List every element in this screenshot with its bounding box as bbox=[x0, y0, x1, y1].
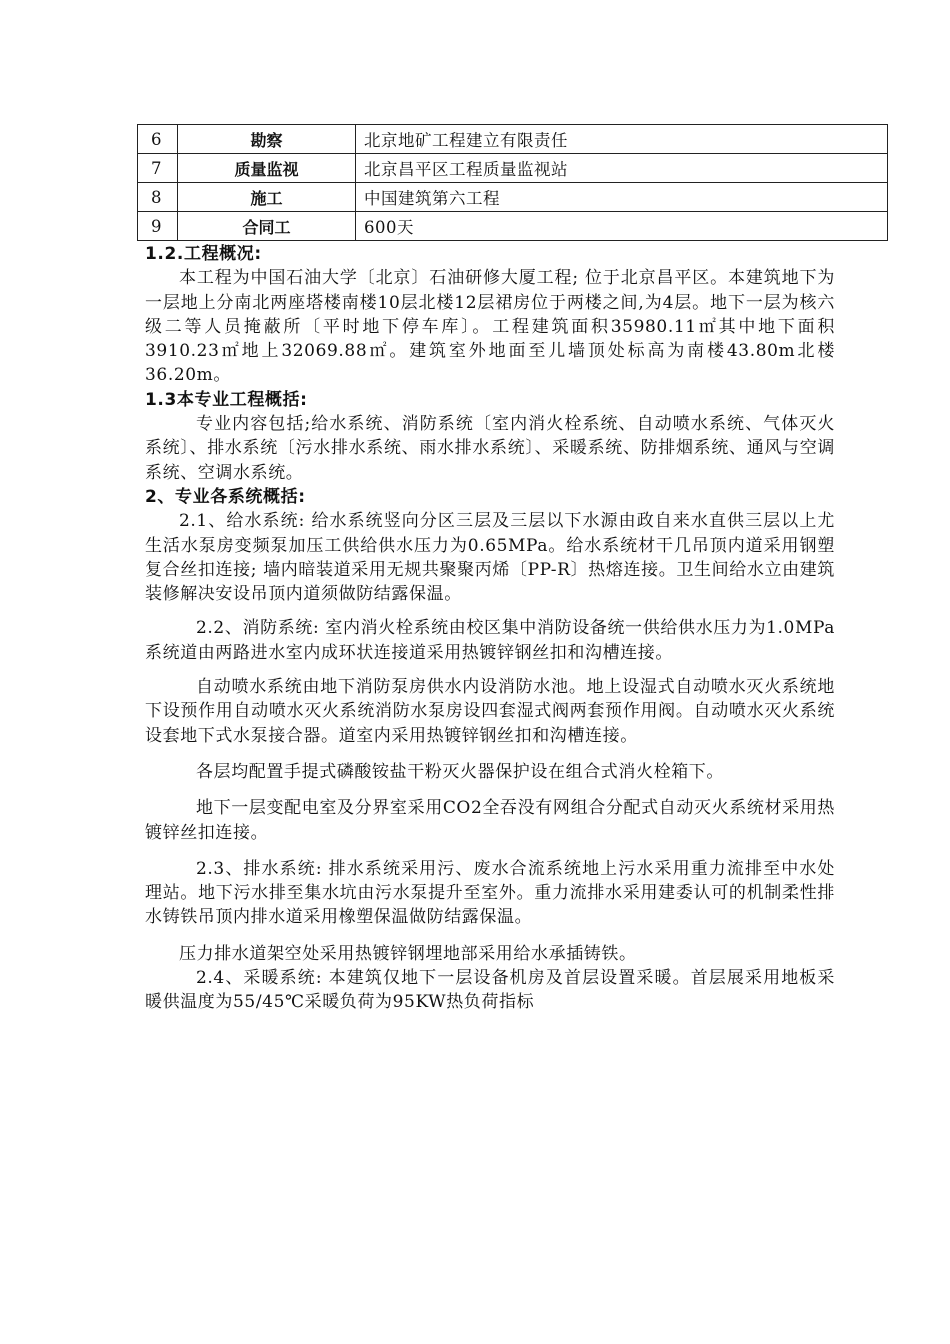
table-row bbox=[138, 125, 888, 154]
row-number: 7 bbox=[138, 154, 178, 183]
paragraph-sprinkler: 自动喷水系统由地下消防泵房供水内设消防水池。地上设湿式自动喷水灭火系统地下设预作用自动喷水灭火系统消防水泵房设四套湿式阀两套预作用阀。自动喷水灭火系统设套地下式水泵接合器。道室内采用热镀锌钢丝扣和沟槽连接。 bbox=[145, 677, 835, 746]
document-body bbox=[145, 242, 835, 1015]
row-value: 中国建筑第六工程 bbox=[356, 183, 888, 212]
paragraph-drainage: 2.3、排水系统: 排水系统采用污、废水合流系统地上污水采用重力流排至中水处理站。地下污水排至集水坑由污水泵提升至室外。重力流排水采用建委认可的机制柔性排水铸铁吊顶内排水道采用橡塑保温做防结露保温。 bbox=[145, 858, 835, 928]
paragraph-fire-system: 2.2、消防系统: 室内消火栓系统由校区集中消防设备统一供给供水压力为1.0MPa系统道由两路进水室内成环状连接道采用热镀锌钢丝扣和沟槽连接。 bbox=[145, 618, 835, 663]
paragraph-extinguishers: 各层均配置手提式磷酸铵盐干粉灭火器保护设在组合式消火栓箱下。 bbox=[196, 761, 724, 782]
row-value: 北京地矿工程建立有限责任 bbox=[356, 125, 888, 154]
row-number: 8 bbox=[138, 183, 178, 212]
paragraph-heating: 2.4、采暖系统: 本建筑仅地下一层设备机房及首层设置采暖。首层展采用地板采暖供温度为55/45℃采暖负荷为95KW热负荷指标 bbox=[145, 968, 835, 1013]
section-heading-2: 2、专业各系统概括: bbox=[145, 486, 306, 507]
row-number: 9 bbox=[138, 212, 178, 241]
row-value: 600天 bbox=[356, 212, 888, 241]
row-label: 质量监视 bbox=[178, 154, 356, 183]
project-info-table-body bbox=[138, 125, 888, 241]
row-label: 勘察 bbox=[178, 125, 356, 154]
section-heading-1-3: 1.3本专业工程概括: bbox=[145, 389, 308, 410]
project-info-table bbox=[137, 124, 888, 241]
row-value: 北京昌平区工程质量监视站 bbox=[356, 154, 888, 183]
table-row bbox=[138, 212, 888, 241]
table-row bbox=[138, 154, 888, 183]
section-heading-1-2: 1.2.工程概况: bbox=[145, 244, 262, 264]
table-row bbox=[138, 183, 888, 212]
paragraph-pressure-drainage: 压力排水道架空处采用热镀锌钢埋地部采用给水承插铸铁。 bbox=[179, 943, 637, 964]
paragraph-project-overview: 本工程为中国石油大学〔北京〕石油研修大厦工程; 位于北京昌平区。本建筑地下为一层地上分南北两座塔楼南楼10层北楼12层裙房位于两楼之间,为4层。地下一层为核六级二等人员掩蔽所〔平时地下停车库〕。工程建筑面积35980.11㎡其中地下面积3910.23㎡地上32069.88㎡。建筑室外地面至儿墙顶处标高为南楼43.80m北楼36.20m。 bbox=[145, 268, 835, 386]
paragraph-scope: 专业内容包括;给水系统、消防系统〔室内消火栓系统、自动喷水系统、气体灭火系统〕、排水系统〔污水排水系统、雨水排水系统〕、采暖系统、防排烟系统、通风与空调系统、空调水系统。 bbox=[145, 414, 835, 483]
paragraph-water-supply: 2.1、给水系统: 给水系统竖向分区三层及三层以下水源由政自来水直供三层以上尤生活水泵房变频泵加压工供给供水压力为0.65MPa。给水系统材干几吊顶内道采用钢塑复合丝扣连接; 墙内暗装道采用无规共聚聚丙烯〔PP-R〕热熔连接。卫生间给水立由建筑装修解决安设吊顶内道须做防结露保温。 bbox=[145, 511, 835, 605]
row-number: 6 bbox=[138, 125, 178, 154]
paragraph-co2-system: 地下一层变配电室及分界室采用CO2全吞没有网组合分配式自动灭火系统材采用热镀锌丝扣连接。 bbox=[145, 798, 835, 843]
row-label: 施工 bbox=[178, 183, 356, 212]
row-label: 合同工 bbox=[178, 212, 356, 241]
